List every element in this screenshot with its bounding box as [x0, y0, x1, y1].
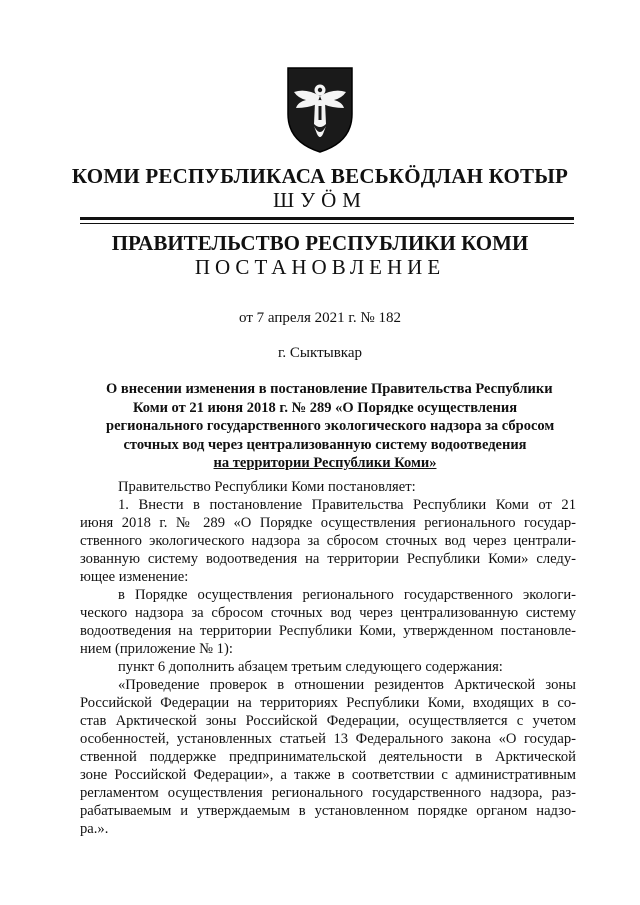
document-date-number: от 7 апреля 2021 г. № 182 [239, 310, 401, 326]
body-line: зоне Российской Федерации», а также в соответствии с административным [80, 767, 576, 783]
body-line: Российской Федерации на территориях Республики Коми, входящих в со- [80, 695, 576, 711]
header-komi-subtitle: ШУӦМ [273, 188, 367, 212]
body-line: Правительство Республики Коми постановляет: [118, 479, 416, 495]
body-line: июня 2018 г. № 289 «О Порядке осуществления регионального государ- [80, 515, 576, 531]
body-line: особенностей, установленных статьей 13 Федерального закона «О государ- [80, 731, 576, 747]
header-gov-subtitle: ПОСТАНОВЛЕНИЕ [194, 255, 446, 279]
body-line: в Порядке осуществления регионального государственного экологи- [118, 587, 576, 603]
body-line: «Проведение проверок в отношении резидентов Арктической зоны [118, 677, 576, 693]
document-title [106, 380, 555, 473]
header-gov-title: ПРАВИТЕЛЬСТВО РЕСПУБЛИКИ КОМИ [111, 231, 529, 255]
body-line: ющее изменение: [80, 569, 189, 585]
title-line: О внесении изменения в постановление Правительства Республики [106, 381, 553, 397]
header-rule-thin [80, 223, 574, 224]
document-city: г. Сыктывкар [277, 345, 363, 361]
body-line: ческого надзора за сбросом сточных вод через централизованную систему [80, 605, 576, 621]
header-rule-thick [80, 217, 574, 220]
body-line: 1. Внести в постановление Правительства Республики Коми от 21 [118, 497, 576, 513]
body-line: водоотведения на территории Республики Коми, утвержденном постановле- [80, 623, 576, 639]
body-line: ственной поддержке предпринимательской деятельности в Арктической [80, 749, 576, 765]
body-line: став Арктической зоны Российской Федерации, осуществляется с учетом [80, 713, 576, 729]
body-line: зованную систему водоотведения на территории Республики Коми» следу- [80, 551, 576, 567]
document-body [80, 478, 576, 838]
body-line: ра.». [80, 821, 109, 837]
body-line: ственного экологического надзора за сбросом сточных вод через централи- [80, 533, 576, 549]
body-line: регламентом осуществления регионального государственного надзора, раз- [80, 785, 576, 801]
body-line: рабатываемым и утверждаемым в установленном порядке органом надзо- [80, 803, 576, 819]
coat-of-arms-icon [284, 62, 356, 154]
header-komi-title: КОМИ РЕСПУБЛИКАСА ВЕСЬКӦДЛАН КОТЫР [71, 164, 569, 188]
body-line: пункт 6 дополнить абзацем третьим следующего содержания: [118, 659, 503, 675]
title-line: сточных вод через централизованную систему водоотведения [123, 436, 527, 453]
title-line: на территории Республики Коми» [213, 455, 437, 471]
body-line: нием (приложение № 1): [80, 641, 233, 657]
title-line: регионального государственного экологического надзора за сбросом [106, 418, 555, 434]
title-line: Коми от 21 июня 2018 г. № 289 «О Порядке осуществления [132, 399, 518, 416]
